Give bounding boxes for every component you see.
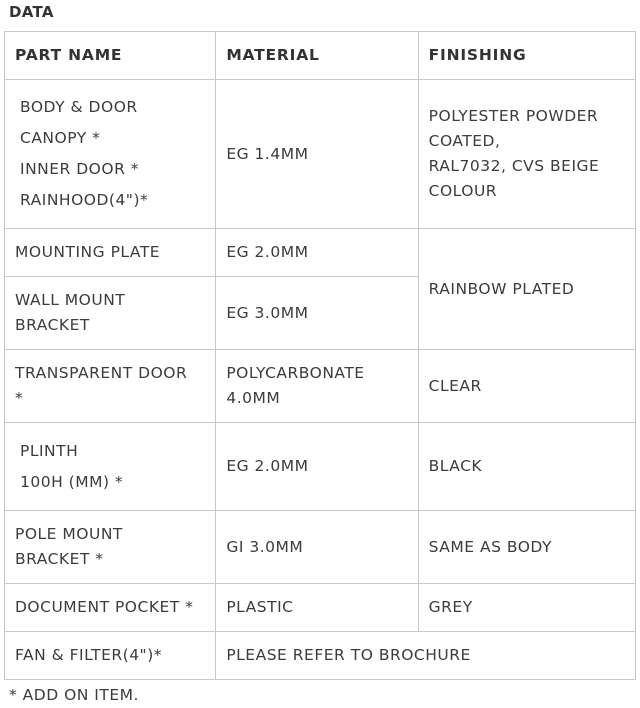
part-line: DOCUMENT POCKET * [15, 598, 194, 616]
table-row [5, 229, 636, 277]
finishing-cell [418, 80, 635, 229]
finishing-cell [418, 511, 635, 584]
part-line: CANOPY * [20, 129, 101, 147]
part-line: MOUNTING PLATE [15, 243, 161, 261]
material-line: POLYCARBONATE [226, 364, 365, 382]
table-row [5, 80, 636, 229]
part-cell [5, 423, 216, 511]
material-cell: EG 1.4MM [216, 80, 418, 229]
finishing-line: RAL7032, CVS BEIGE [428, 157, 600, 175]
finishing-cell [418, 350, 635, 423]
finishing-line: RAINBOW PLATED [428, 279, 575, 298]
table-row [5, 350, 636, 423]
section-heading: DATA [9, 3, 54, 21]
finishing-cell [418, 423, 635, 511]
finishing-cell [418, 229, 635, 350]
material-cell [216, 350, 418, 423]
finishing-line: GREY [428, 598, 473, 616]
finishing-line: SAME AS BODY [428, 537, 552, 556]
material-cell: EG 3.0MM [216, 277, 418, 350]
part-line: PLINTH [20, 441, 79, 460]
part-cell [5, 584, 216, 632]
finishing-line: COLOUR [428, 182, 498, 200]
material-cell: PLASTIC [216, 584, 418, 632]
part-cell [5, 350, 216, 423]
part-line: INNER DOOR * [20, 160, 140, 178]
finishing-line: COATED, [428, 132, 501, 150]
table-header-row [5, 32, 636, 80]
material-cell: EG 2.0MM [216, 423, 418, 511]
material-finishing-cell: PLEASE REFER TO BROCHURE [216, 632, 636, 680]
part-line: 100H (MM) * [20, 472, 124, 491]
part-line: POLE MOUNT [15, 525, 123, 543]
header-part-name: PART NAME [5, 32, 216, 80]
part-cell [5, 277, 216, 350]
part-line: FAN & FILTER(4")* [15, 646, 162, 664]
part-line: RAINHOOD(4")* [20, 191, 149, 209]
part-cell [5, 80, 216, 229]
header-finishing: FINISHING [418, 32, 635, 80]
finishing-line: BLACK [428, 457, 483, 475]
footnote: * ADD ON ITEM. [9, 686, 139, 704]
part-line: * [15, 389, 24, 407]
part-cell [5, 632, 216, 680]
finishing-line: POLYESTER POWDER [428, 107, 599, 125]
spec-table [4, 31, 636, 680]
finishing-cell [418, 584, 635, 632]
part-line: TRANSPARENT DOOR [15, 364, 188, 382]
part-cell [5, 511, 216, 584]
material-cell: GI 3.0MM [216, 511, 418, 584]
part-line: BRACKET [15, 316, 90, 334]
part-line: BODY & DOOR [20, 98, 138, 116]
table-row [5, 423, 636, 511]
part-line: BRACKET * [15, 550, 104, 568]
header-material: MATERIAL [216, 32, 418, 80]
part-cell [5, 229, 216, 277]
part-line: WALL MOUNT [15, 291, 126, 309]
finishing-line: CLEAR [428, 376, 482, 395]
table-row [5, 632, 636, 680]
table-row [5, 584, 636, 632]
material-line: 4.0MM [226, 389, 281, 407]
table-row [5, 511, 636, 584]
material-cell: EG 2.0MM [216, 229, 418, 277]
